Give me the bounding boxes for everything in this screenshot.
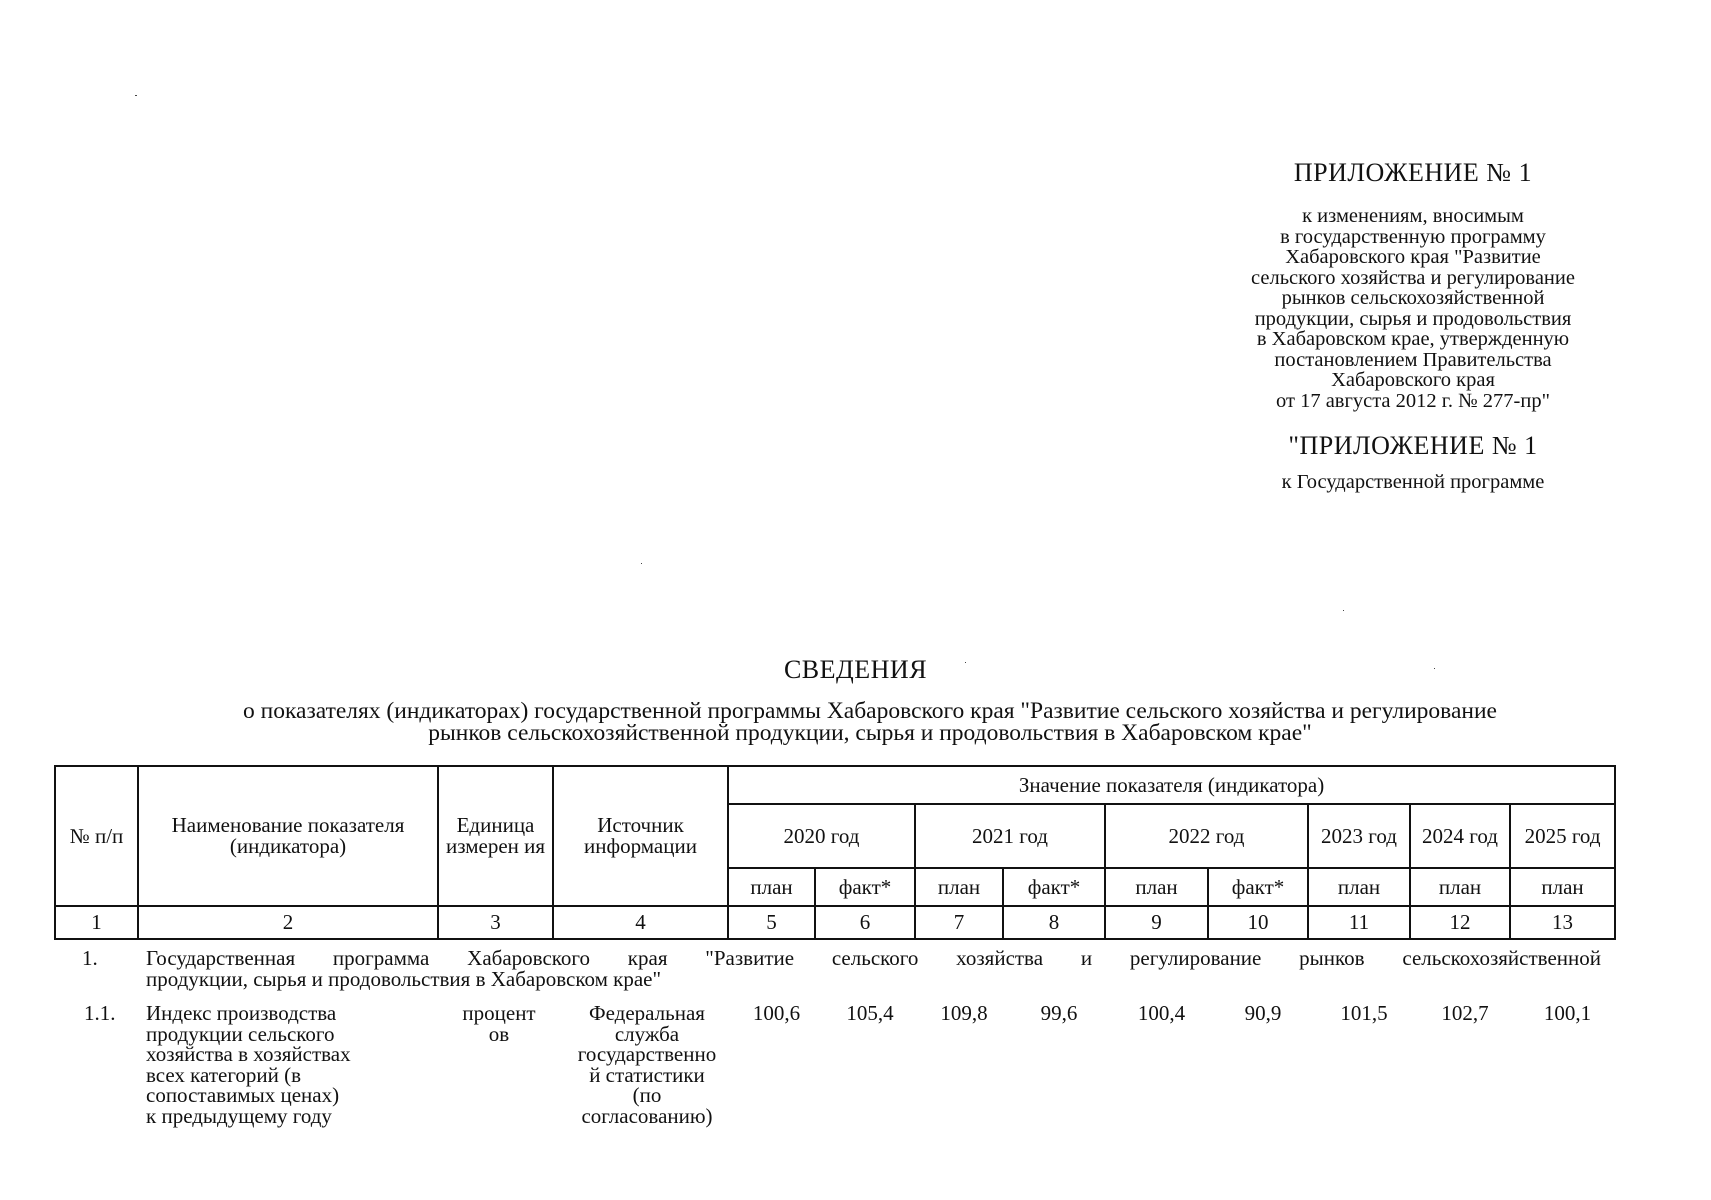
unit-line: процент <box>462 1001 536 1025</box>
header-plan: план <box>1105 868 1208 906</box>
value-2022-plan: 100,4 <box>1137 1001 1186 1025</box>
column-number: 7 <box>915 906 1003 939</box>
header-year-2023: 2023 год <box>1308 804 1410 868</box>
header-fact: факт* <box>1208 868 1308 906</box>
column-number: 9 <box>1105 906 1208 939</box>
appendix-title: ПРИЛОЖЕНИЕ № 1 <box>1293 158 1533 187</box>
program-name-line: продукции, сырья и продовольствия в Хабаровском крае" <box>146 966 662 991</box>
appendix-line: рынков сельскохозяйственной <box>1281 287 1545 309</box>
header-year-2021: 2021 год <box>915 804 1105 868</box>
scan-speck <box>641 563 642 564</box>
appendix-line: от 17 августа 2012 г. № 277-пр" <box>1276 389 1550 412</box>
subtitle-line: рынков сельскохозяйственной продукции, сырья и продовольствия в Хабаровском крае" <box>428 720 1312 746</box>
header-year-2025: 2025 год <box>1510 804 1615 868</box>
value-2025-plan: 100,1 <box>1543 1001 1592 1025</box>
table-row-program <box>54 948 1614 998</box>
column-number: 12 <box>1410 906 1510 939</box>
indicator-name-line: всех категорий (в <box>146 1062 302 1087</box>
value-2021-plan: 109,8 <box>940 1001 988 1025</box>
unit-line: ов <box>488 1021 510 1046</box>
header-plan: план <box>1410 868 1510 906</box>
value-2023-plan: 101,5 <box>1340 1001 1388 1025</box>
indicators-table-header <box>54 765 1616 940</box>
column-number: 10 <box>1208 906 1308 939</box>
source-line: (по <box>632 1083 662 1107</box>
value-2020-fact: 105,4 <box>846 1001 894 1025</box>
header-value-group: Значение показателя (индикатора) <box>728 766 1615 804</box>
header-year-2024: 2024 год <box>1410 804 1510 868</box>
appendix-line: сельского хозяйства и регулирование <box>1251 266 1575 289</box>
appendix-subtitle-2: к Государственной программе <box>1281 471 1545 493</box>
indicator-name-line: Индекс производства <box>146 1001 337 1025</box>
column-number: 1 <box>55 906 138 939</box>
source-line: Федеральная <box>589 1001 705 1025</box>
indicator-name-line: продукции сельского <box>146 1021 335 1046</box>
header-fact: факт* <box>815 868 915 906</box>
appendix-line: продукции, сырья и продовольствия <box>1254 307 1572 330</box>
header-year-2020: 2020 год <box>728 804 915 868</box>
appendix-line: к изменениям, вносимым <box>1302 205 1524 227</box>
subtitle-line: о показателях (индикаторах) государственной программы Хабаровского края "Развитие сельского хозяйства и регулирование <box>243 698 1497 724</box>
appendix-line: в Хабаровском крае, утвержденную <box>1256 328 1570 350</box>
table-row-indicator <box>54 1003 1614 1133</box>
appendix-line: Хабаровского края <box>1331 369 1495 391</box>
indicator-name <box>146 1003 456 1126</box>
appendix-line: постановлением Правительства <box>1274 348 1552 371</box>
program-name-line: Государственная программа Хабаровского края "Развитие сельского хозяйства и регулирование рынков сельскохозяйственной <box>146 946 1601 970</box>
source-line: согласованию) <box>581 1103 713 1128</box>
indicator-name-line: хозяйства в хозяйствах <box>146 1042 351 1066</box>
column-number: 6 <box>815 906 915 939</box>
scan-speck <box>1343 610 1344 611</box>
header-plan: план <box>728 868 815 906</box>
header-source: Источник информации <box>553 766 728 906</box>
header-year-2022: 2022 год <box>1105 804 1308 868</box>
header-name: Наименование показателя (индикатора) <box>138 766 438 906</box>
value-2021-fact: 99,6 <box>1040 1001 1078 1025</box>
indicator-name-line: сопоставимых ценах) <box>146 1083 340 1107</box>
source-line: й статистики <box>589 1062 705 1087</box>
column-number: 11 <box>1308 906 1410 939</box>
appendix-line: в государственную программу <box>1280 225 1546 248</box>
source-line: служба <box>614 1021 680 1046</box>
value-2024-plan: 102,7 <box>1441 1001 1489 1025</box>
header-plan: план <box>915 868 1003 906</box>
value-2020-plan: 100,6 <box>752 1001 801 1025</box>
header-plan: план <box>1308 868 1410 906</box>
header-unit: Единица измерен ия <box>438 766 553 906</box>
indicator-source <box>562 1003 732 1126</box>
appendix-lines <box>1193 206 1633 411</box>
appendix-block <box>1193 158 1633 494</box>
indicators-table-body <box>54 948 1614 1133</box>
header-fact: факт* <box>1003 868 1105 906</box>
column-number: 5 <box>728 906 815 939</box>
row-number: 1.1. <box>84 1001 116 1025</box>
document-title: СВЕДЕНИЯ <box>783 655 928 684</box>
header-num: № п/п <box>55 766 138 906</box>
header-plan: план <box>1510 868 1615 906</box>
indicator-name-line: к предыдущему году <box>146 1103 332 1128</box>
value-2022-fact: 90,9 <box>1244 1001 1282 1025</box>
scan-speck <box>135 95 137 96</box>
appendix-line: Хабаровского края "Развитие <box>1285 246 1541 268</box>
column-number: 2 <box>138 906 438 939</box>
column-number: 3 <box>438 906 553 939</box>
column-number: 4 <box>553 906 728 939</box>
column-number: 8 <box>1003 906 1105 939</box>
row-number: 1. <box>82 946 98 970</box>
indicator-unit <box>439 1003 559 1044</box>
document-subtitle <box>90 700 1650 744</box>
source-line: государственно <box>577 1042 717 1066</box>
appendix-title-2: "ПРИЛОЖЕНИЕ № 1 <box>1288 431 1538 460</box>
column-number: 13 <box>1510 906 1615 939</box>
